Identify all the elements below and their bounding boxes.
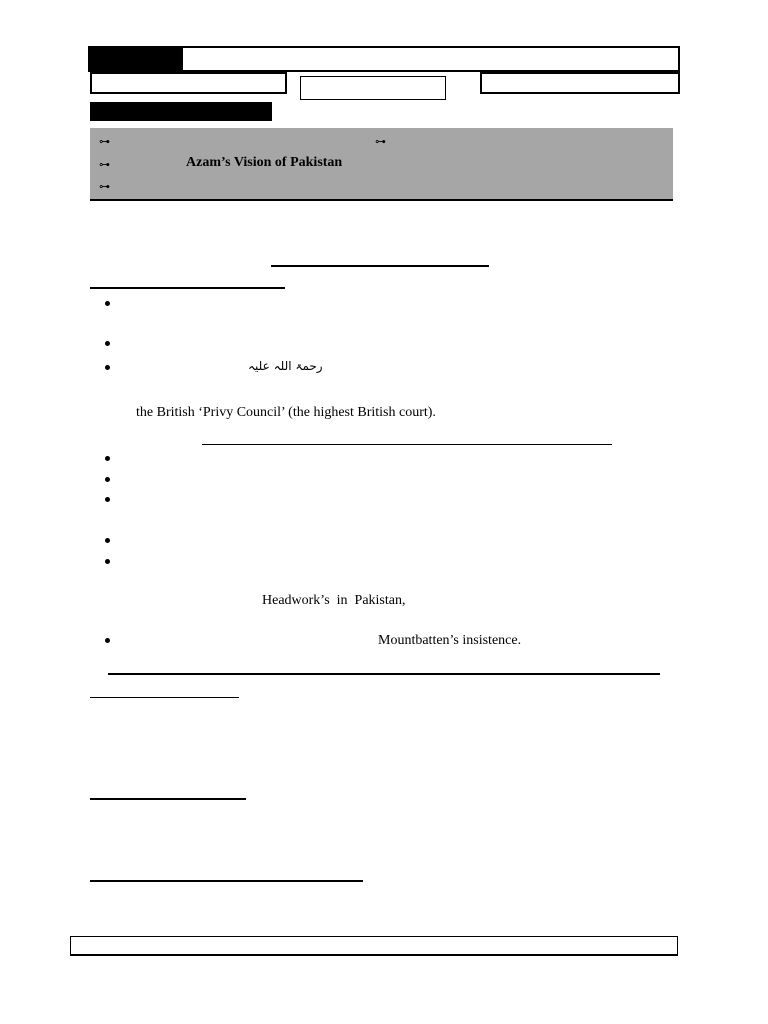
list-bullet [105,497,110,502]
topic-box [90,128,673,201]
urdu-honorific: رحمۃ اللہ علیہ [248,359,323,373]
footer-box [70,936,678,956]
header-right-field [480,72,680,94]
main-heading-underline [271,265,489,267]
section-divider [108,673,660,675]
subheading-underline [90,287,285,289]
list-bullet [105,538,110,543]
list-bullet [105,341,110,346]
pointer-icon: ⊶ [99,135,110,148]
list-bullet [105,365,110,370]
heading-underline-b [90,798,246,800]
list-bullet [105,477,110,482]
header-black-tab [88,46,183,70]
heading-underline-a [90,697,239,698]
headworks-text: Headwork’s in Pakistan, [262,593,406,608]
list-bullet [105,559,110,564]
pointer-icon: ⊶ [99,180,110,193]
section-black-bar [90,102,272,121]
header-middle-field [300,76,446,100]
privy-council-text: the British ‘Privy Council’ (the highest British court). [136,405,436,420]
mountbatten-text: Mountbatten’s insistence. [378,633,522,648]
section-underline [202,444,612,445]
pointer-icon: ⊶ [375,135,386,148]
list-bullet [105,301,110,306]
list-bullet [105,456,110,461]
heading-underline-c [90,880,363,882]
list-bullet [105,638,110,643]
pointer-icon: ⊶ [99,158,110,171]
topic-item-2: Azam’s Vision of Pakistan [186,155,343,170]
header-left-field [90,72,287,94]
